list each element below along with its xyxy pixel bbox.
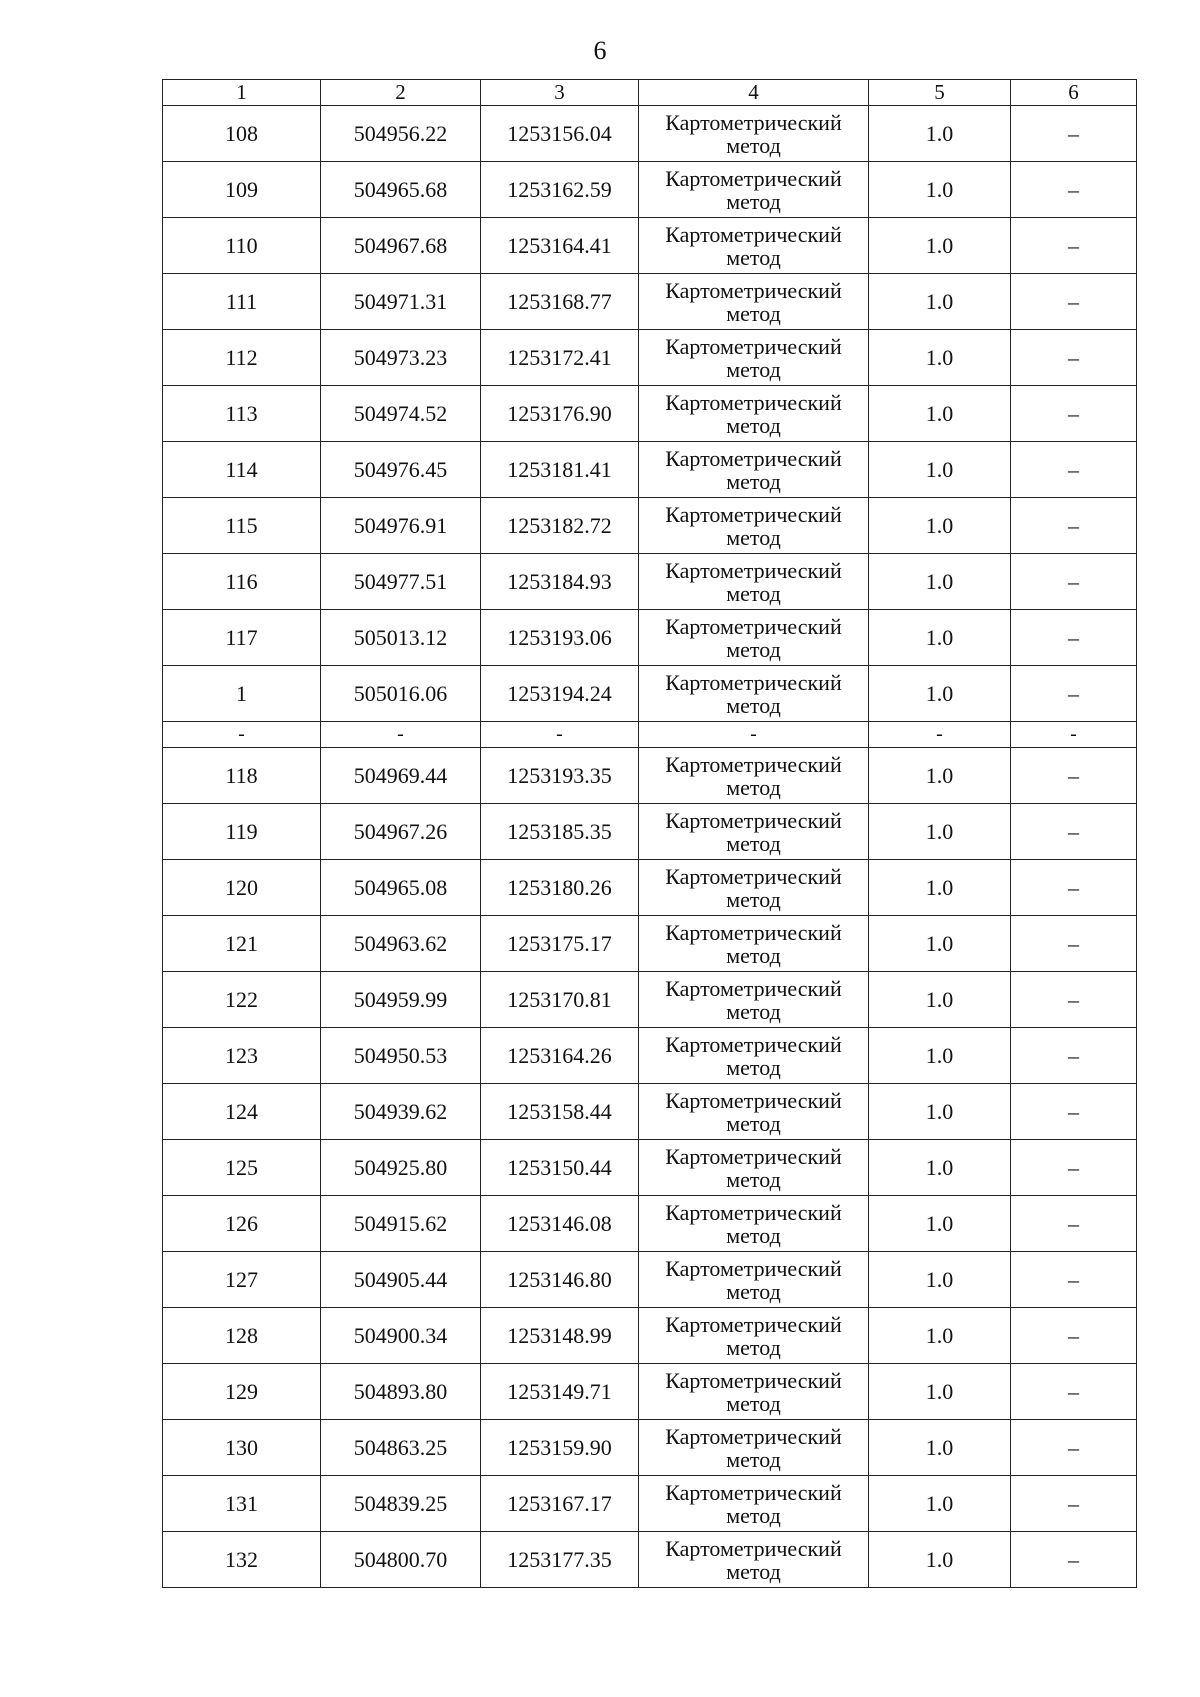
page-number: 6: [593, 36, 607, 65]
accuracy-cell: 1.0: [869, 218, 1011, 274]
point-number-cell: 109: [163, 162, 321, 218]
table-row: [163, 1532, 1137, 1588]
y-coordinate-cell: 1253182.72: [481, 498, 639, 554]
x-coordinate-cell: 504967.68: [321, 218, 481, 274]
method-line-1: Картометрический: [665, 109, 842, 135]
x-coordinate-cell: 504977.51: [321, 554, 481, 610]
header-col-6: 6: [1011, 80, 1137, 106]
method-line-1: Картометрический: [665, 277, 842, 303]
method-line-2: метод: [726, 188, 781, 214]
table-row: [163, 1028, 1137, 1084]
y-coordinate-cell: 1253193.35: [481, 748, 639, 804]
table-row: [163, 1476, 1137, 1532]
accuracy-cell: 1.0: [869, 1420, 1011, 1476]
method-line-2: метод: [726, 942, 781, 968]
accuracy-cell: 1.0: [869, 1140, 1011, 1196]
method-line-1: Картометрический: [665, 1423, 842, 1449]
x-coordinate-cell: 504971.31: [321, 274, 481, 330]
y-coordinate-cell: 1253177.35: [481, 1532, 639, 1588]
accuracy-cell: 1.0: [869, 554, 1011, 610]
description-cell: –: [1011, 610, 1137, 666]
x-coordinate-cell: 505016.06: [321, 666, 481, 722]
separator-cell: -: [639, 722, 869, 748]
header-col-5: 5: [869, 80, 1011, 106]
description-cell: –: [1011, 748, 1137, 804]
y-coordinate-cell: 1253176.90: [481, 386, 639, 442]
point-number-cell: 108: [163, 106, 321, 162]
y-coordinate-cell: 1253185.35: [481, 804, 639, 860]
y-coordinate-cell: 1253167.17: [481, 1476, 639, 1532]
y-coordinate-cell: 1253164.41: [481, 218, 639, 274]
method-line-1: Картометрический: [665, 1255, 842, 1281]
x-coordinate-cell: 504976.45: [321, 442, 481, 498]
y-coordinate-cell: 1253158.44: [481, 1084, 639, 1140]
y-coordinate-cell: 1253193.06: [481, 610, 639, 666]
description-cell: –: [1011, 218, 1137, 274]
method-line-1: Картометрический: [665, 165, 842, 191]
table-row: [163, 1084, 1137, 1140]
accuracy-cell: 1.0: [869, 666, 1011, 722]
x-coordinate-cell: 504974.52: [321, 386, 481, 442]
method-cell: [639, 804, 869, 860]
method-line-2: метод: [726, 1166, 781, 1192]
header-row: [163, 80, 1137, 106]
table-row: [163, 916, 1137, 972]
method-line-1: Картометрический: [665, 1535, 842, 1561]
method-cell: [639, 610, 869, 666]
point-number-cell: 113: [163, 386, 321, 442]
method-line-2: метод: [726, 412, 781, 438]
method-cell: [639, 1140, 869, 1196]
method-cell: [639, 666, 869, 722]
x-coordinate-cell: 504900.34: [321, 1308, 481, 1364]
method-line-2: метод: [726, 1278, 781, 1304]
table-row: [163, 972, 1137, 1028]
method-cell: [639, 386, 869, 442]
table-row: [163, 860, 1137, 916]
accuracy-cell: 1.0: [869, 610, 1011, 666]
method-cell: [639, 330, 869, 386]
y-coordinate-cell: 1253170.81: [481, 972, 639, 1028]
description-cell: –: [1011, 498, 1137, 554]
method-line-1: Картометрический: [665, 1479, 842, 1505]
method-cell: [639, 1084, 869, 1140]
method-line-2: метод: [726, 1110, 781, 1136]
y-coordinate-cell: 1253162.59: [481, 162, 639, 218]
table-row: [163, 666, 1137, 722]
method-line-2: метод: [726, 300, 781, 326]
accuracy-cell: 1.0: [869, 386, 1011, 442]
point-number-cell: 125: [163, 1140, 321, 1196]
description-cell: –: [1011, 1476, 1137, 1532]
method-cell: [639, 1252, 869, 1308]
accuracy-cell: 1.0: [869, 106, 1011, 162]
x-coordinate-cell: 504973.23: [321, 330, 481, 386]
accuracy-cell: 1.0: [869, 748, 1011, 804]
method-cell: [639, 1308, 869, 1364]
method-line-2: метод: [726, 692, 781, 718]
x-coordinate-cell: 504905.44: [321, 1252, 481, 1308]
point-number-cell: 1: [163, 666, 321, 722]
method-line-2: метод: [726, 1222, 781, 1248]
separator-cell: -: [321, 722, 481, 748]
point-number-cell: 132: [163, 1532, 321, 1588]
point-number-cell: 131: [163, 1476, 321, 1532]
accuracy-cell: 1.0: [869, 1084, 1011, 1140]
table-row: [163, 386, 1137, 442]
table-row: [163, 162, 1137, 218]
method-line-1: Картометрический: [665, 1311, 842, 1337]
y-coordinate-cell: 1253184.93: [481, 554, 639, 610]
point-number-cell: 123: [163, 1028, 321, 1084]
separator-cell: -: [1011, 722, 1137, 748]
method-cell: [639, 860, 869, 916]
description-cell: –: [1011, 804, 1137, 860]
method-line-2: метод: [726, 1054, 781, 1080]
accuracy-cell: 1.0: [869, 1308, 1011, 1364]
method-line-1: Картометрический: [665, 1367, 842, 1393]
accuracy-cell: 1.0: [869, 274, 1011, 330]
y-coordinate-cell: 1253159.90: [481, 1420, 639, 1476]
accuracy-cell: 1.0: [869, 1028, 1011, 1084]
accuracy-cell: 1.0: [869, 498, 1011, 554]
table-body: [163, 106, 1137, 1588]
accuracy-cell: 1.0: [869, 1364, 1011, 1420]
table-row: [163, 1420, 1137, 1476]
x-coordinate-cell: 504959.99: [321, 972, 481, 1028]
point-number-cell: 126: [163, 1196, 321, 1252]
point-number-cell: 118: [163, 748, 321, 804]
point-number-cell: 112: [163, 330, 321, 386]
x-coordinate-cell: 504967.26: [321, 804, 481, 860]
table-row: [163, 274, 1137, 330]
point-number-cell: 121: [163, 916, 321, 972]
accuracy-cell: 1.0: [869, 442, 1011, 498]
point-number-cell: 115: [163, 498, 321, 554]
description-cell: –: [1011, 860, 1137, 916]
accuracy-cell: 1.0: [869, 860, 1011, 916]
coordinates-table: [162, 79, 1137, 1588]
method-line-2: метод: [726, 774, 781, 800]
method-line-1: Картометрический: [665, 1031, 842, 1057]
method-cell: [639, 274, 869, 330]
accuracy-cell: 1.0: [869, 804, 1011, 860]
method-cell: [639, 1364, 869, 1420]
description-cell: –: [1011, 442, 1137, 498]
description-cell: –: [1011, 1028, 1137, 1084]
description-cell: –: [1011, 554, 1137, 610]
table-row: [163, 1196, 1137, 1252]
point-number-cell: 127: [163, 1252, 321, 1308]
method-line-2: метод: [726, 1558, 781, 1584]
y-coordinate-cell: 1253146.80: [481, 1252, 639, 1308]
header-col-4: 4: [639, 80, 869, 106]
table-row: [163, 498, 1137, 554]
method-line-1: Картометрический: [665, 445, 842, 471]
y-coordinate-cell: 1253149.71: [481, 1364, 639, 1420]
point-number-cell: 129: [163, 1364, 321, 1420]
description-cell: –: [1011, 1140, 1137, 1196]
method-line-1: Картометрический: [665, 613, 842, 639]
description-cell: –: [1011, 106, 1137, 162]
description-cell: –: [1011, 1196, 1137, 1252]
accuracy-cell: 1.0: [869, 916, 1011, 972]
method-line-2: метод: [726, 1502, 781, 1528]
accuracy-cell: 1.0: [869, 1532, 1011, 1588]
table-row: [163, 748, 1137, 804]
description-cell: –: [1011, 1532, 1137, 1588]
method-line-1: Картометрический: [665, 669, 842, 695]
description-cell: –: [1011, 386, 1137, 442]
y-coordinate-cell: 1253156.04: [481, 106, 639, 162]
table-row: [163, 804, 1137, 860]
method-line-1: Картометрический: [665, 557, 842, 583]
table-header: [163, 80, 1137, 106]
description-cell: –: [1011, 916, 1137, 972]
method-line-1: Картометрический: [665, 389, 842, 415]
y-coordinate-cell: 1253164.26: [481, 1028, 639, 1084]
description-cell: –: [1011, 1308, 1137, 1364]
x-coordinate-cell: 504839.25: [321, 1476, 481, 1532]
point-number-cell: 122: [163, 972, 321, 1028]
separator-cell: -: [163, 722, 321, 748]
point-number-cell: 116: [163, 554, 321, 610]
method-line-1: Картометрический: [665, 1199, 842, 1225]
method-line-1: Картометрический: [665, 1087, 842, 1113]
x-coordinate-cell: 504963.62: [321, 916, 481, 972]
point-number-cell: 124: [163, 1084, 321, 1140]
method-line-1: Картометрический: [665, 975, 842, 1001]
point-number-cell: 117: [163, 610, 321, 666]
x-coordinate-cell: 504939.62: [321, 1084, 481, 1140]
method-line-1: Картометрический: [665, 807, 842, 833]
point-number-cell: 110: [163, 218, 321, 274]
method-cell: [639, 218, 869, 274]
x-coordinate-cell: 504925.80: [321, 1140, 481, 1196]
table-row: [163, 610, 1137, 666]
y-coordinate-cell: 1253180.26: [481, 860, 639, 916]
description-cell: –: [1011, 666, 1137, 722]
x-coordinate-cell: 504950.53: [321, 1028, 481, 1084]
method-line-1: Картометрический: [665, 221, 842, 247]
description-cell: –: [1011, 1364, 1137, 1420]
method-line-1: Картометрический: [665, 919, 842, 945]
description-cell: –: [1011, 1420, 1137, 1476]
x-coordinate-cell: 504863.25: [321, 1420, 481, 1476]
point-number-cell: 119: [163, 804, 321, 860]
table-row: [163, 1252, 1137, 1308]
table-row: [163, 1140, 1137, 1196]
method-line-2: метод: [726, 886, 781, 912]
method-cell: [639, 554, 869, 610]
accuracy-cell: 1.0: [869, 1476, 1011, 1532]
accuracy-cell: 1.0: [869, 162, 1011, 218]
y-coordinate-cell: 1253148.99: [481, 1308, 639, 1364]
x-coordinate-cell: 504965.68: [321, 162, 481, 218]
table-row: [163, 1364, 1137, 1420]
y-coordinate-cell: 1253146.08: [481, 1196, 639, 1252]
point-number-cell: 130: [163, 1420, 321, 1476]
table-row: [163, 106, 1137, 162]
method-line-1: Картометрический: [665, 501, 842, 527]
table-row: [163, 1308, 1137, 1364]
method-line-2: метод: [726, 1446, 781, 1472]
description-cell: –: [1011, 162, 1137, 218]
separator-row: [163, 722, 1137, 748]
method-line-2: метод: [726, 244, 781, 270]
method-cell: [639, 748, 869, 804]
header-col-1: 1: [163, 80, 321, 106]
method-line-1: Картометрический: [665, 333, 842, 359]
description-cell: –: [1011, 330, 1137, 386]
y-coordinate-cell: 1253175.17: [481, 916, 639, 972]
y-coordinate-cell: 1253172.41: [481, 330, 639, 386]
method-cell: [639, 1420, 869, 1476]
y-coordinate-cell: 1253168.77: [481, 274, 639, 330]
y-coordinate-cell: 1253194.24: [481, 666, 639, 722]
x-coordinate-cell: 504956.22: [321, 106, 481, 162]
method-line-2: метод: [726, 636, 781, 662]
table-row: [163, 442, 1137, 498]
y-coordinate-cell: 1253181.41: [481, 442, 639, 498]
description-cell: –: [1011, 1084, 1137, 1140]
method-cell: [639, 1196, 869, 1252]
x-coordinate-cell: 504893.80: [321, 1364, 481, 1420]
separator-cell: -: [869, 722, 1011, 748]
method-line-2: метод: [726, 830, 781, 856]
x-coordinate-cell: 504976.91: [321, 498, 481, 554]
accuracy-cell: 1.0: [869, 1196, 1011, 1252]
header-col-3: 3: [481, 80, 639, 106]
method-line-1: Картометрический: [665, 1143, 842, 1169]
x-coordinate-cell: 504800.70: [321, 1532, 481, 1588]
accuracy-cell: 1.0: [869, 330, 1011, 386]
x-coordinate-cell: 504915.62: [321, 1196, 481, 1252]
method-cell: [639, 916, 869, 972]
method-line-2: метод: [726, 524, 781, 550]
method-line-2: метод: [726, 580, 781, 606]
accuracy-cell: 1.0: [869, 972, 1011, 1028]
method-line-1: Картометрический: [665, 863, 842, 889]
point-number-cell: 111: [163, 274, 321, 330]
method-cell: [639, 442, 869, 498]
description-cell: –: [1011, 274, 1137, 330]
point-number-cell: 114: [163, 442, 321, 498]
table-row: [163, 554, 1137, 610]
method-line-2: метод: [726, 356, 781, 382]
method-line-2: метод: [726, 1390, 781, 1416]
table-row: [163, 330, 1137, 386]
separator-cell: -: [481, 722, 639, 748]
y-coordinate-cell: 1253150.44: [481, 1140, 639, 1196]
method-line-2: метод: [726, 468, 781, 494]
table-row: [163, 218, 1137, 274]
method-cell: [639, 972, 869, 1028]
x-coordinate-cell: 504969.44: [321, 748, 481, 804]
header-col-2: 2: [321, 80, 481, 106]
method-line-2: метод: [726, 1334, 781, 1360]
x-coordinate-cell: 505013.12: [321, 610, 481, 666]
method-cell: [639, 498, 869, 554]
method-cell: [639, 1028, 869, 1084]
method-cell: [639, 106, 869, 162]
method-line-2: метод: [726, 132, 781, 158]
method-line-1: Картометрический: [665, 751, 842, 777]
description-cell: –: [1011, 972, 1137, 1028]
point-number-cell: 128: [163, 1308, 321, 1364]
method-cell: [639, 162, 869, 218]
description-cell: –: [1011, 1252, 1137, 1308]
method-line-2: метод: [726, 998, 781, 1024]
x-coordinate-cell: 504965.08: [321, 860, 481, 916]
accuracy-cell: 1.0: [869, 1252, 1011, 1308]
method-cell: [639, 1532, 869, 1588]
point-number-cell: 120: [163, 860, 321, 916]
method-cell: [639, 1476, 869, 1532]
